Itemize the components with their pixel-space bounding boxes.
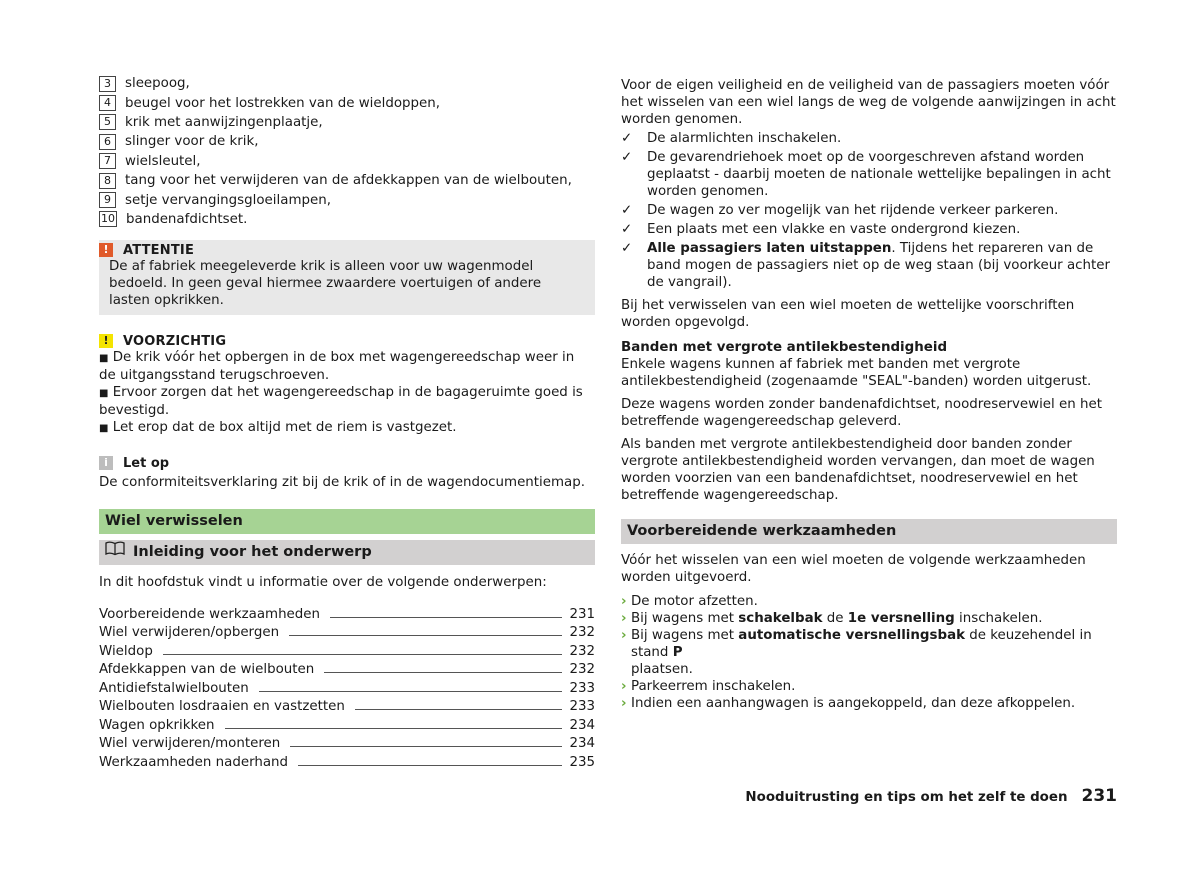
item-text: tang voor het verwijderen van de afdekkappen van de wielbouten, [125,173,572,189]
check-item: ✓ De alarmlichten inschakelen. [621,131,842,146]
check-icon: ✓ [621,241,633,256]
toc-entry[interactable]: Wagen opkrikken 234 [99,717,595,733]
check-icon: ✓ [621,131,633,146]
list-item [99,152,595,171]
caution-icon: ! [99,334,113,348]
check-item: ✓ Een plaats met een vlakke en vaste ondergrond kiezen. [621,222,1021,237]
arrow-icon: › [621,594,627,609]
caution-header [99,333,595,349]
check-item: ✓ De wagen zo ver mogelijk van het rijdende verkeer parkeren. [621,203,1059,218]
tool-list [99,74,595,229]
seal-heading: Banden met vergrote antilekbestendigheid [621,340,948,355]
step-item: › De motor afzetten. [621,594,758,609]
step-list [621,593,1117,712]
caution-bullet: ■ De krik vóór het opbergen in de box met wagengereedschap weer in de uitgangsstand terugschroeven. [99,350,575,384]
seal-paragraph: Als banden met vergrote antilekbestendigheid door banden zonder vergrote antilekbestendigheid worden vervangen, dan moet de wagen worden voorzien van een bandenafdichtset, noodreservewiel en het betreffende wagengereedschap. [621,437,1095,503]
check-icon: ✓ [621,203,633,218]
page-number: 231 [1081,786,1117,806]
item-text: beugel voor het lostrekken van de wieldoppen, [125,95,441,111]
note-header [99,455,595,471]
caution-bullet: ■ Ervoor zorgen dat het wagengereedschap in de bagageruimte goed is bevestigd. [99,385,583,419]
list-item [99,93,595,112]
toc-entry[interactable]: Afdekkappen van de wielbouten 232 [99,662,595,678]
prep-intro: Vóór het wisselen van een wiel moeten de volgende werkzaamheden worden uitgevoerd. [621,553,1086,585]
check-item: ✓ De gevarendriehoek moet op de voorgeschreven afstand worden geplaatst - daarbij moeten de nationale wettelijke bepalingen in acht worden genomen. [621,150,1111,199]
item-number: 5 [99,114,116,130]
item-text: sleepoog, [125,76,190,92]
item-number: 10 [101,212,115,226]
toc-entry[interactable]: Wieldop 232 [99,643,595,659]
caution-title: VOORZICHTIG [123,333,227,349]
seal-paragraph: Enkele wagens kunnen af fabriek met banden met vergrote antilekbestendigheid (zogenaamde "SEAL"-banden) worden uitgerust. [621,357,1092,389]
item-number: 7 [99,153,116,169]
prep-heading: Voorbereidende werkzaamheden [621,519,1117,544]
item-number: 6 [99,134,116,150]
section-heading: Wiel verwisselen [99,509,595,534]
item-number: 9 [99,192,116,208]
list-item [99,74,595,93]
item-text: bandenafdichtset. [126,211,248,227]
left-column [99,74,595,770]
safety-intro: Voor de eigen veiligheid en de veiligheid van de passagiers moeten vóór het wisselen van een wiel langs de weg de volgende aanwijzingen in acht worden genomen. [621,78,1116,127]
subsection-title: Inleiding voor het onderwerp [133,544,372,561]
list-item [99,132,595,151]
step-item: › Indien een aanhangwagen is aangekoppeld, dan deze afkoppelen. [621,696,1076,711]
toc-entry[interactable]: Werkzaamheden naderhand 235 [99,754,595,770]
item-number: 8 [99,173,116,189]
seal-paragraph: Deze wagens worden zonder bandenafdichtset, noodreservewiel en het betreffende wagengereedschap geleverd. [621,397,1102,429]
legal-text: Bij het verwisselen van een wiel moeten de wettelijke voorschriften worden opgevolgd. [621,298,1075,330]
subsection-heading [99,540,595,565]
toc-entry[interactable]: Voorbereidende werkzaamheden 231 [99,606,595,622]
arrow-icon: › [621,611,627,626]
warning-icon: ! [99,243,113,257]
chapter-title: Nooduitrusting en tips om het zelf te doen [745,790,1068,805]
list-item [99,113,595,132]
right-column [621,77,1117,712]
info-icon: i [99,456,113,470]
note-section [99,455,595,491]
check-icon: ✓ [621,222,633,237]
book-icon [105,540,125,565]
toc-entry[interactable]: Antidiefstalwielbouten 233 [99,680,595,696]
arrow-icon: › [621,679,627,694]
step-item: › Parkeerrem inschakelen. [621,679,796,694]
list-item [99,210,595,229]
item-number: 3 [99,76,116,92]
item-text: krik met aanwijzingenplaatje, [125,114,323,130]
arrow-icon: › [621,696,627,711]
intro-text: In dit hoofdstuk vindt u informatie over de volgende onderwerpen: [99,575,547,591]
item-number: 4 [99,95,116,111]
note-title: Let op [123,455,170,471]
list-item [99,190,595,209]
arrow-icon: › [621,628,627,643]
check-icon: ✓ [621,150,633,165]
attention-header [99,242,585,258]
toc-entry[interactable]: Wiel verwijderen/opbergen 232 [99,625,595,641]
caution-section [99,333,595,437]
item-text: slinger voor de krik, [125,134,259,150]
list-item [99,171,595,190]
caution-bullet: ■ Let erop dat de box altijd met de riem is vastgezet. [99,420,457,436]
note-text: De conformiteitsverklaring zit bij de krik of in de wagendocumentiemap. [99,475,586,491]
attention-title: ATTENTIE [123,242,195,258]
attention-text: De af fabriek meegeleverde krik is alleen voor uw wagenmodel bedoeld. In geen geval hiermee zwaardere voertuigen of andere lasten opkrikken. [109,259,542,309]
attention-box [99,240,595,315]
check-item: ✓ Alle passagiers laten uitstappen. Tijdens het repareren van de band mogen de passagiers niet op de weg staan (bij voorkeur achter de vangrail). [621,241,1110,290]
item-text: setje vervangingsgloeilampen, [125,192,331,208]
step-item: › Bij wagens met schakelbak de 1e versnelling inschakelen. [621,611,1043,626]
toc-entry[interactable]: Wielbouten losdraaien en vastzetten 233 [99,699,595,715]
toc-entry[interactable]: Wiel verwijderen/monteren 234 [99,736,595,752]
item-text: wielsleutel, [125,153,201,169]
table-of-contents [99,603,595,770]
step-item: › Bij wagens met automatische versnellingsbak de keuzehendel in stand P plaatsen. [621,628,1092,677]
page-footer [745,786,1117,806]
